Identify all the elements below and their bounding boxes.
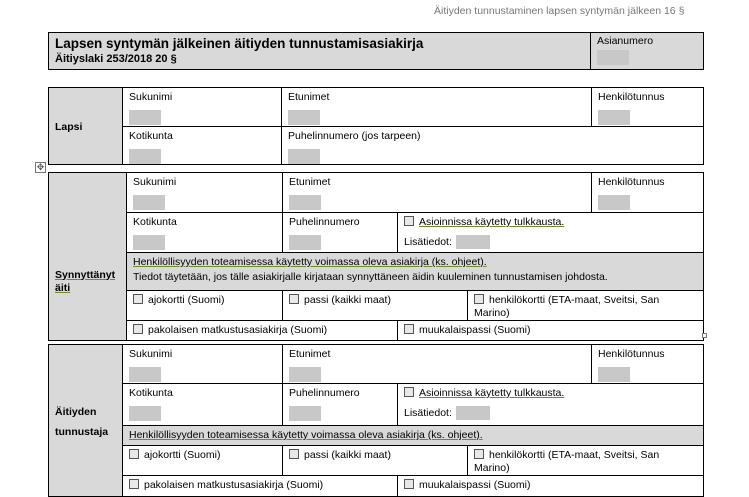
mother-phone-field[interactable] (289, 235, 321, 250)
recognizer-interpreter-label: Asioinnissa käytetty tulkkausta. (419, 387, 565, 399)
mother-muukalainen-checkbox[interactable] (404, 324, 414, 334)
mother-extra-label: Lisätiedot: (404, 235, 452, 248)
recognizer-id-cell (592, 345, 704, 384)
child-firstnames-field[interactable] (288, 110, 320, 125)
mother-id-doc-heading: Henkilöllisyyden toteamisessa käytetty voimassa oleva asiakirja (ks. ohjeet). (133, 256, 487, 268)
mother-ajokortti-checkbox[interactable] (133, 294, 143, 304)
mother-firstnames-field[interactable] (289, 195, 321, 210)
doc-title: Lapsen syntymän jälkeinen äitiyden tunnustamisasiakirja (55, 36, 424, 51)
mother-municipality-cell (127, 213, 283, 253)
recognizer-surname-cell (123, 345, 283, 384)
mother-municipality-label: Kotikunta (133, 216, 177, 228)
mother-opt-muukalainen-cell: muukalaispassi (Suomi) (398, 321, 704, 341)
recognizer-table (48, 344, 704, 497)
recognizer-id-field[interactable] (598, 367, 630, 382)
doc-subtitle: Äitiyslaki 253/2018 20 § (55, 53, 177, 65)
recognizer-firstnames-field[interactable] (289, 367, 321, 382)
mother-municipality-field[interactable] (133, 235, 165, 250)
child-phone-field[interactable] (288, 149, 320, 164)
mother-id-doc-cell (127, 253, 704, 291)
page-header: Äitiyden tunnustaminen lapsen syntymän jälkeen 16 § (434, 5, 685, 17)
mother-henkilokortti-checkbox[interactable] (474, 294, 484, 304)
recognizer-firstnames-label: Etunimet (289, 348, 331, 360)
mother-id-doc-note: Tiedot täytetään, jos tälle asiakirjalle kirjataan synnyttäneen äidin kuuleminen tunnustamisen johdosta. (133, 271, 608, 283)
recognizer-id-doc-heading: Henkilöllisyyden toteamisessa käytetty voimassa oleva asiakirja (ks. ohjeet). (129, 429, 483, 441)
mother-id-field[interactable] (598, 195, 630, 210)
recognizer-phone-cell (283, 384, 398, 426)
mother-passi-checkbox[interactable] (289, 294, 299, 304)
recognizer-municipality-cell (123, 384, 283, 426)
child-municipality-field[interactable] (129, 149, 161, 164)
recognizer-firstnames-cell (283, 345, 592, 384)
recognizer-extra-label: Lisätiedot: (404, 406, 452, 419)
child-municipality-cell (123, 127, 282, 165)
mother-opt-pakolainen-cell: pakolaisen matkustusasiakirja (Suomi) (127, 321, 398, 341)
child-table (48, 87, 704, 165)
child-id-field[interactable] (598, 110, 630, 125)
child-surname-cell (123, 88, 282, 127)
mother-firstnames-cell (283, 173, 592, 213)
recognizer-municipality-label: Kotikunta (129, 387, 173, 399)
child-id-label: Henkilötunnus (598, 91, 665, 103)
mother-pakolainen-checkbox[interactable] (133, 324, 143, 334)
title-cell (49, 33, 591, 70)
mother-surname-label: Sukunimi (133, 176, 177, 188)
recognizer-surname-label: Sukunimi (129, 348, 173, 360)
mother-phone-label: Puhelinnumero (289, 216, 360, 228)
mother-extra-field[interactable] (456, 235, 490, 249)
recognizer-opt-henkilokortti-cell: henkilökortti (ETA-maat, Sveitsi, San Marino) (468, 446, 704, 476)
mother-surname-field[interactable] (133, 195, 165, 210)
recognizer-ajokortti-checkbox[interactable] (129, 449, 139, 459)
recognizer-opt-passi-cell: passi (kaikki maat) (283, 446, 468, 476)
recognizer-phone-label: Puhelinnumero (289, 387, 360, 399)
mother-id-cell (592, 173, 704, 213)
title-table (48, 32, 704, 70)
recognizer-passi-checkbox[interactable] (289, 449, 299, 459)
child-section-label: Lapsi (49, 88, 123, 165)
mother-opt-passi-cell: passi (kaikki maat) (283, 291, 468, 321)
mother-interpreter-checkbox[interactable] (404, 216, 414, 226)
child-surname-field[interactable] (129, 110, 161, 125)
child-surname-label: Sukunimi (129, 91, 173, 103)
mother-surname-cell (127, 173, 283, 213)
mother-firstnames-label: Etunimet (289, 176, 331, 188)
case-number-cell (591, 33, 704, 70)
child-phone-label: Puhelinnumero (jos tarpeen) (288, 130, 421, 142)
case-number-label: Asianumero (597, 35, 654, 47)
mother-section-label: Synnyttänyt äiti (49, 173, 127, 341)
child-municipality-label: Kotikunta (129, 130, 173, 142)
mother-id-label: Henkilötunnus (598, 176, 665, 188)
recognizer-henkilokortti-checkbox[interactable] (474, 449, 484, 459)
case-number-field[interactable] (597, 50, 629, 65)
recognizer-surname-field[interactable] (129, 367, 161, 382)
recognizer-id-doc-cell (123, 426, 704, 446)
recognizer-pakolainen-checkbox[interactable] (129, 479, 139, 489)
mother-opt-ajokortti-cell: ajokortti (Suomi) (127, 291, 283, 321)
mother-interpreter-label: Asioinnissa käytetty tulkkausta. (419, 216, 565, 228)
recognizer-interpreter-checkbox[interactable] (404, 387, 414, 397)
mother-opt-henkilokortti-cell: henkilökortti (ETA-maat, Sveitsi, San Marino) (468, 291, 704, 321)
table-resize-handle-icon[interactable] (702, 333, 707, 338)
child-phone-cell (282, 127, 704, 165)
table-move-handle-icon[interactable]: ✥ (36, 162, 45, 172)
recognizer-extra-field[interactable] (456, 406, 490, 420)
recognizer-phone-field[interactable] (289, 406, 321, 421)
child-firstnames-label: Etunimet (288, 91, 330, 103)
recognizer-id-label: Henkilötunnus (598, 348, 665, 360)
recognizer-municipality-field[interactable] (129, 406, 161, 421)
recognizer-opt-muukalainen-cell: muukalaispassi (Suomi) (398, 476, 704, 497)
recognizer-section-label: Äitiyden tunnustaja (49, 345, 123, 497)
mother-table (48, 172, 704, 341)
mother-phone-cell (283, 213, 398, 253)
recognizer-opt-pakolainen-cell: pakolaisen matkustusasiakirja (Suomi) (123, 476, 398, 497)
recognizer-muukalainen-checkbox[interactable] (404, 479, 414, 489)
child-firstnames-cell (282, 88, 592, 127)
mother-interpreter-cell (398, 213, 704, 253)
child-id-cell (592, 88, 704, 127)
recognizer-opt-ajokortti-cell: ajokortti (Suomi) (123, 446, 283, 476)
recognizer-interpreter-cell (398, 384, 704, 426)
